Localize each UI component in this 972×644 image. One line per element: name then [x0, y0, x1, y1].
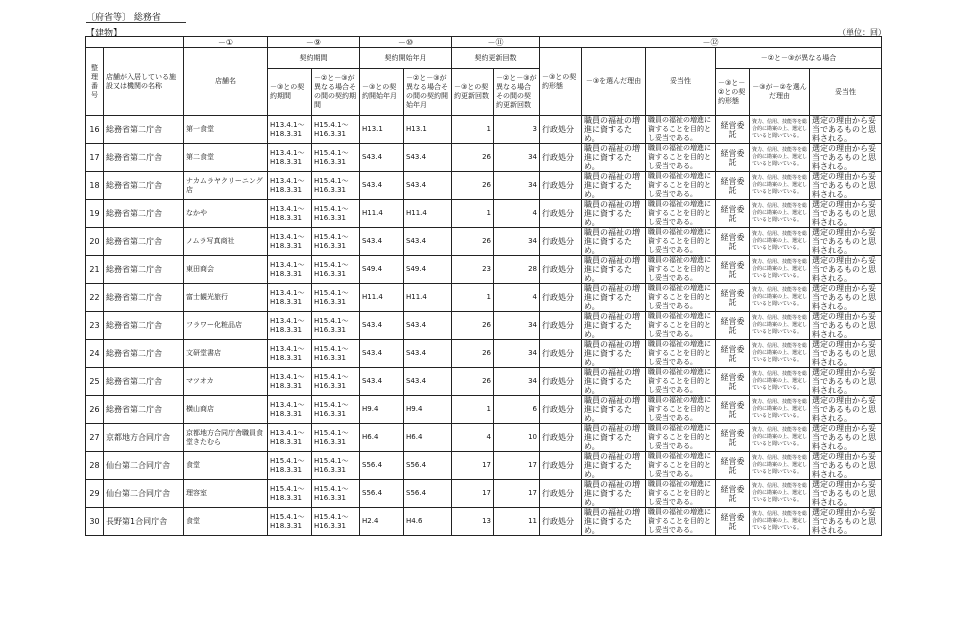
row-start2: S43.4 [404, 312, 452, 340]
row-validity: 職員の福祉の増進に資することを目的とし妥当である。 [646, 172, 716, 200]
row-start2: S43.4 [404, 368, 452, 396]
row-start: S43.4 [360, 172, 404, 200]
col-h-10: －⑩ [360, 37, 452, 48]
row-form: 行政処分 [540, 340, 582, 368]
row-period: H13.4.1～H18.3.31 [268, 172, 312, 200]
table-row [86, 424, 882, 452]
row-period: H13.4.1～H18.3.31 [268, 340, 312, 368]
row-period: H15.4.1～H18.3.31 [268, 480, 312, 508]
table-row [86, 340, 882, 368]
row-form: 行政処分 [540, 480, 582, 508]
row-validity2: 選定の理由から妥当であるものと思料される。 [810, 200, 882, 228]
row-reason2: 資力、信用、技能等を総合的に勘案の上、選定していると聞いている。 [750, 312, 810, 340]
row-start: S56.4 [360, 480, 404, 508]
row-period: H13.4.1～H18.3.31 [268, 144, 312, 172]
row-no: 16 [86, 116, 104, 144]
row-form2: 経営委託 [716, 172, 750, 200]
row-period2: H15.4.1～H16.3.31 [312, 508, 360, 536]
row-period2: H15.4.1～H16.3.31 [312, 424, 360, 452]
row-form: 行政処分 [540, 508, 582, 536]
row-form: 行政処分 [540, 424, 582, 452]
row-shop: フラワー化粧品店 [184, 312, 268, 340]
row-period: H13.4.1～H18.3.31 [268, 396, 312, 424]
row-no: 17 [86, 144, 104, 172]
row-form: 行政処分 [540, 452, 582, 480]
row-form2: 経営委託 [716, 424, 750, 452]
row-org: 総務省第二庁舎 [104, 144, 184, 172]
row-renew2: 34 [494, 144, 540, 172]
row-reason: 職員の福祉の増進に資するため。 [582, 396, 646, 424]
row-no: 24 [86, 340, 104, 368]
row-period2: H15.4.1～H16.3.31 [312, 256, 360, 284]
row-start: H2.4 [360, 508, 404, 536]
row-start: H13.1 [360, 116, 404, 144]
row-validity: 職員の福祉の増進に資することを目的とし妥当である。 [646, 396, 716, 424]
blank-header [86, 37, 184, 48]
row-no: 23 [86, 312, 104, 340]
col-p3-renew: －③との契約更新回数 [452, 69, 494, 116]
table-row [86, 368, 882, 396]
row-renew2: 17 [494, 480, 540, 508]
row-validity2: 選定の理由から妥当であるものと思料される。 [810, 256, 882, 284]
col-validity: 妥当性 [646, 48, 716, 116]
row-validity: 職員の福祉の増進に資することを目的とし妥当である。 [646, 452, 716, 480]
row-period2: H15.4.1～H16.3.31 [312, 396, 360, 424]
row-form2: 経営委託 [716, 508, 750, 536]
row-renew: 17 [452, 452, 494, 480]
row-form2: 経営委託 [716, 452, 750, 480]
row-no: 20 [86, 228, 104, 256]
row-validity: 職員の福祉の増進に資することを目的とし妥当である。 [646, 284, 716, 312]
row-reason: 職員の福祉の増進に資するため。 [582, 256, 646, 284]
row-start2: H11.4 [404, 200, 452, 228]
row-no: 27 [86, 424, 104, 452]
row-validity: 職員の福祉の増進に資することを目的とし妥当である。 [646, 256, 716, 284]
row-start2: S43.4 [404, 144, 452, 172]
col-h-9: －⑨ [268, 37, 360, 48]
row-form2: 経営委託 [716, 228, 750, 256]
row-org: 総務省第二庁舎 [104, 368, 184, 396]
col-renewal-count: 契約更新回数 [452, 48, 540, 69]
row-start2: S43.4 [404, 172, 452, 200]
row-reason: 職員の福祉の増進に資するため。 [582, 172, 646, 200]
row-validity: 職員の福祉の増進に資することを目的とし妥当である。 [646, 200, 716, 228]
row-period2: H15.4.1～H16.3.31 [312, 368, 360, 396]
row-start: H6.4 [360, 424, 404, 452]
row-org: 総務省第二庁舎 [104, 228, 184, 256]
row-period: H13.4.1～H18.3.31 [268, 200, 312, 228]
row-renew: 1 [452, 116, 494, 144]
row-form2: 経営委託 [716, 200, 750, 228]
row-renew: 17 [452, 480, 494, 508]
row-form2: 経営委託 [716, 144, 750, 172]
row-period2: H15.4.1～H16.3.31 [312, 340, 360, 368]
row-period: H13.4.1～H18.3.31 [268, 284, 312, 312]
row-renew: 1 [452, 200, 494, 228]
row-start2: H6.4 [404, 424, 452, 452]
row-reason: 職員の福祉の増進に資するため。 [582, 452, 646, 480]
row-reason2: 資力、信用、技能等を総合的に勘案の上、選定していると聞いている。 [750, 284, 810, 312]
row-reason: 職員の福祉の増進に資するため。 [582, 368, 646, 396]
row-reason2: 資力、信用、技能等を総合的に勘案の上、選定していると聞いている。 [750, 340, 810, 368]
col-shop: 店舗名 [184, 48, 268, 116]
row-shop: 京都地方合同庁舎職員食堂きたむら [184, 424, 268, 452]
row-renew: 1 [452, 396, 494, 424]
row-shop: 横山商店 [184, 396, 268, 424]
row-form2: 経営委託 [716, 116, 750, 144]
row-renew2: 34 [494, 340, 540, 368]
row-start: H11.4 [360, 200, 404, 228]
row-no: 21 [86, 256, 104, 284]
col-no: 整理番号 [86, 48, 104, 116]
col-h-11: －⑪ [452, 37, 540, 48]
table-row [86, 480, 882, 508]
row-no: 26 [86, 396, 104, 424]
row-form: 行政処分 [540, 284, 582, 312]
table-row [86, 144, 882, 172]
row-reason: 職員の福祉の増進に資するため。 [582, 284, 646, 312]
row-validity: 職員の福祉の増進に資することを目的とし妥当である。 [646, 144, 716, 172]
row-no: 29 [86, 480, 104, 508]
row-start2: S56.4 [404, 452, 452, 480]
table-row [86, 116, 882, 144]
table-row [86, 172, 882, 200]
row-org: 総務省第二庁舎 [104, 284, 184, 312]
row-validity2: 選定の理由から妥当であるものと思料される。 [810, 340, 882, 368]
row-form2: 経営委託 [716, 480, 750, 508]
row-start2: S43.4 [404, 340, 452, 368]
row-no: 22 [86, 284, 104, 312]
row-validity2: 選定の理由から妥当であるものと思料される。 [810, 480, 882, 508]
row-shop: 理容室 [184, 480, 268, 508]
row-org: 仙台第二合同庁舎 [104, 452, 184, 480]
row-start2: H11.4 [404, 284, 452, 312]
col-p3-period: －③との契約期間 [268, 69, 312, 116]
row-reason2: 資力、信用、技能等を総合的に勘案の上、選定していると聞いている。 [750, 256, 810, 284]
row-shop: 第一食堂 [184, 116, 268, 144]
row-validity: 職員の福祉の増進に資することを目的とし妥当である。 [646, 424, 716, 452]
row-renew: 26 [452, 312, 494, 340]
row-form2: 経営委託 [716, 340, 750, 368]
row-shop: 東田商会 [184, 256, 268, 284]
row-start: H11.4 [360, 284, 404, 312]
row-shop: ナカムラヤクリーニング店 [184, 172, 268, 200]
table-row [86, 508, 882, 536]
col-p3-form: －③との契約形態 [540, 48, 582, 116]
row-reason2: 資力、信用、技能等を総合的に勘案の上、選定していると聞いている。 [750, 480, 810, 508]
row-org: 総務省第二庁舎 [104, 116, 184, 144]
row-form: 行政処分 [540, 116, 582, 144]
row-form: 行政処分 [540, 368, 582, 396]
row-reason: 職員の福祉の増進に資するため。 [582, 116, 646, 144]
row-org: 総務省第二庁舎 [104, 340, 184, 368]
row-form2: 経営委託 [716, 284, 750, 312]
row-period2: H15.4.1～H16.3.31 [312, 228, 360, 256]
row-shop: なかや [184, 200, 268, 228]
row-reason: 職員の福祉の増進に資するため。 [582, 340, 646, 368]
row-start: S43.4 [360, 312, 404, 340]
row-validity: 職員の福祉の増進に資することを目的とし妥当である。 [646, 116, 716, 144]
row-reason: 職員の福祉の増進に資するため。 [582, 228, 646, 256]
row-period: H13.4.1～H18.3.31 [268, 424, 312, 452]
row-reason2: 資力、信用、技能等を総合的に勘案の上、選定していると聞いている。 [750, 144, 810, 172]
row-start: S56.4 [360, 452, 404, 480]
row-start: S43.4 [360, 144, 404, 172]
row-start: S43.4 [360, 340, 404, 368]
row-validity2: 選定の理由から妥当であるものと思料される。 [810, 368, 882, 396]
row-renew2: 34 [494, 228, 540, 256]
row-shop: ノムラ写真商社 [184, 228, 268, 256]
row-org: 総務省第二庁舎 [104, 396, 184, 424]
row-shop: マツオカ [184, 368, 268, 396]
row-renew: 13 [452, 508, 494, 536]
row-reason2: 資力、信用、技能等を総合的に勘案の上、選定していると聞いている。 [750, 396, 810, 424]
row-validity2: 選定の理由から妥当であるものと思料される。 [810, 172, 882, 200]
row-renew: 26 [452, 144, 494, 172]
col-p23-start: －②と－③が異なる場合その間の契約開始年月 [404, 69, 452, 116]
col-contract-start: 契約開始年月 [360, 48, 452, 69]
row-no: 18 [86, 172, 104, 200]
row-start2: S43.4 [404, 228, 452, 256]
table-row [86, 256, 882, 284]
row-form: 行政処分 [540, 312, 582, 340]
row-validity: 職員の福祉の増進に資することを目的とし妥当である。 [646, 228, 716, 256]
row-validity2: 選定の理由から妥当であるものと思料される。 [810, 144, 882, 172]
row-renew: 23 [452, 256, 494, 284]
row-renew2: 6 [494, 396, 540, 424]
row-org: 総務省第二庁舎 [104, 200, 184, 228]
row-renew2: 17 [494, 452, 540, 480]
table-row [86, 284, 882, 312]
row-renew2: 34 [494, 312, 540, 340]
row-form: 行政処分 [540, 144, 582, 172]
row-period2: H15.4.1～H16.3.31 [312, 284, 360, 312]
col-p2-reason: －③が－②を選んだ理由 [750, 69, 810, 116]
col-org: 店舗が入居している施設又は機関の名称 [104, 48, 184, 116]
table-row [86, 396, 882, 424]
row-period: H13.4.1～H18.3.31 [268, 116, 312, 144]
table-row [86, 228, 882, 256]
row-reason2: 資力、信用、技能等を総合的に勘案の上、選定していると聞いている。 [750, 368, 810, 396]
row-period2: H15.4.1～H16.3.31 [312, 312, 360, 340]
row-no: 25 [86, 368, 104, 396]
ministry-label: 〔府省等〕 総務省 [86, 13, 161, 23]
col-p23-renew: －②と－③が異なる場合その間の契約更新回数 [494, 69, 540, 116]
row-renew: 26 [452, 340, 494, 368]
row-shop: 食堂 [184, 452, 268, 480]
row-validity2: 選定の理由から妥当であるものと思料される。 [810, 228, 882, 256]
row-period2: H15.4.1～H16.3.31 [312, 116, 360, 144]
row-start2: H9.4 [404, 396, 452, 424]
row-reason: 職員の福祉の増進に資するため。 [582, 200, 646, 228]
col-reason: －③を選んだ理由 [582, 48, 646, 116]
row-period: H13.4.1～H18.3.31 [268, 256, 312, 284]
row-renew2: 3 [494, 116, 540, 144]
row-renew2: 34 [494, 172, 540, 200]
row-validity: 職員の福祉の増進に資することを目的とし妥当である。 [646, 480, 716, 508]
row-renew2: 34 [494, 368, 540, 396]
contract-table [85, 36, 882, 536]
row-start2: S56.4 [404, 480, 452, 508]
col-h-12: －⑫ [540, 37, 882, 48]
row-form: 行政処分 [540, 172, 582, 200]
row-period: H13.4.1～H18.3.31 [268, 368, 312, 396]
row-start: H9.4 [360, 396, 404, 424]
row-period: H13.4.1～H18.3.31 [268, 312, 312, 340]
row-start: S43.4 [360, 228, 404, 256]
row-form2: 経営委託 [716, 368, 750, 396]
row-reason: 職員の福祉の増進に資するため。 [582, 312, 646, 340]
row-validity: 職員の福祉の増進に資することを目的とし妥当である。 [646, 508, 716, 536]
header-underline [86, 22, 186, 23]
row-reason2: 資力、信用、技能等を総合的に勘案の上、選定していると聞いている。 [750, 228, 810, 256]
table-row [86, 312, 882, 340]
table-row [86, 200, 882, 228]
row-form: 行政処分 [540, 256, 582, 284]
row-shop: 第二食堂 [184, 144, 268, 172]
row-form: 行政処分 [540, 200, 582, 228]
row-no: 19 [86, 200, 104, 228]
row-start2: S49.4 [404, 256, 452, 284]
category-label: 【建物】 [86, 29, 123, 39]
row-shop: 食堂 [184, 508, 268, 536]
row-reason2: 資力、信用、技能等を総合的に勘案の上、選定していると聞いている。 [750, 452, 810, 480]
table-row [86, 452, 882, 480]
row-validity: 職員の福祉の増進に資することを目的とし妥当である。 [646, 340, 716, 368]
row-form2: 経営委託 [716, 256, 750, 284]
row-org: 総務省第二庁舎 [104, 256, 184, 284]
header-row-1 [86, 37, 882, 48]
row-form2: 経営委託 [716, 312, 750, 340]
row-shop: 文研堂書店 [184, 340, 268, 368]
row-period: H13.4.1～H18.3.31 [268, 228, 312, 256]
row-no: 30 [86, 508, 104, 536]
unit-label: （単位：回） [838, 28, 886, 37]
row-renew2: 10 [494, 424, 540, 452]
row-start: S49.4 [360, 256, 404, 284]
col-p3-start: －③との契約開始年月 [360, 69, 404, 116]
row-org: 長野第1合同庁舎 [104, 508, 184, 536]
row-renew: 4 [452, 424, 494, 452]
row-reason: 職員の福祉の増進に資するため。 [582, 508, 646, 536]
row-period2: H15.4.1～H16.3.31 [312, 200, 360, 228]
row-validity2: 選定の理由から妥当であるものと思料される。 [810, 284, 882, 312]
row-no: 28 [86, 452, 104, 480]
row-renew2: 4 [494, 284, 540, 312]
col-h-1: －① [184, 37, 268, 48]
row-org: 総務省第二庁舎 [104, 172, 184, 200]
row-reason2: 資力、信用、技能等を総合的に勘案の上、選定していると聞いている。 [750, 508, 810, 536]
row-reason: 職員の福祉の増進に資するため。 [582, 144, 646, 172]
header-row-2 [86, 48, 882, 69]
row-period: H15.4.1～H18.3.31 [268, 452, 312, 480]
row-renew: 26 [452, 228, 494, 256]
col-p23-period: －②と－③が異なる場合その間の契約期間 [312, 69, 360, 116]
row-renew: 26 [452, 368, 494, 396]
row-reason: 職員の福祉の増進に資するため。 [582, 424, 646, 452]
row-validity2: 選定の理由から妥当であるものと思料される。 [810, 452, 882, 480]
col-p2-validity: 妥当性 [810, 69, 882, 116]
row-org: 仙台第二合同庁舎 [104, 480, 184, 508]
row-renew2: 4 [494, 200, 540, 228]
row-period2: H15.4.1～H16.3.31 [312, 172, 360, 200]
row-validity2: 選定の理由から妥当であるものと思料される。 [810, 312, 882, 340]
col-p2-form: －③と－②との契約形態 [716, 69, 750, 116]
col-contract-period: 契約期間 [268, 48, 360, 69]
row-reason2: 資力、信用、技能等を総合的に勘案の上、選定していると聞いている。 [750, 424, 810, 452]
row-validity2: 選定の理由から妥当であるものと思料される。 [810, 508, 882, 536]
row-period2: H15.4.1～H16.3.31 [312, 452, 360, 480]
row-period2: H15.4.1～H16.3.31 [312, 144, 360, 172]
row-shop: 富士観光旅行 [184, 284, 268, 312]
row-reason: 職員の福祉の増進に資するため。 [582, 480, 646, 508]
row-validity2: 選定の理由から妥当であるものと思料される。 [810, 396, 882, 424]
row-form: 行政処分 [540, 228, 582, 256]
row-start2: H4.6 [404, 508, 452, 536]
row-renew: 26 [452, 172, 494, 200]
row-renew2: 11 [494, 508, 540, 536]
row-start2: H13.1 [404, 116, 452, 144]
col-diff-case: －②と－③が異なる場合 [716, 48, 882, 69]
row-form2: 経営委託 [716, 396, 750, 424]
row-reason2: 資力、信用、技能等を総合的に勘案の上、選定していると聞いている。 [750, 200, 810, 228]
row-period: H15.4.1～H18.3.31 [268, 508, 312, 536]
row-form: 行政処分 [540, 396, 582, 424]
row-renew2: 28 [494, 256, 540, 284]
row-reason2: 資力、信用、技能等を総合的に勘案の上、選定していると聞いている。 [750, 116, 810, 144]
row-renew: 1 [452, 284, 494, 312]
row-validity: 職員の福祉の増進に資することを目的とし妥当である。 [646, 368, 716, 396]
row-org: 京都地方合同庁舎 [104, 424, 184, 452]
row-validity2: 選定の理由から妥当であるものと思料される。 [810, 116, 882, 144]
row-validity: 職員の福祉の増進に資することを目的とし妥当である。 [646, 312, 716, 340]
row-org: 総務省第二庁舎 [104, 312, 184, 340]
row-period2: H15.4.1～H16.3.31 [312, 480, 360, 508]
row-start: S43.4 [360, 368, 404, 396]
row-validity2: 選定の理由から妥当であるものと思料される。 [810, 424, 882, 452]
row-reason2: 資力、信用、技能等を総合的に勘案の上、選定していると聞いている。 [750, 172, 810, 200]
